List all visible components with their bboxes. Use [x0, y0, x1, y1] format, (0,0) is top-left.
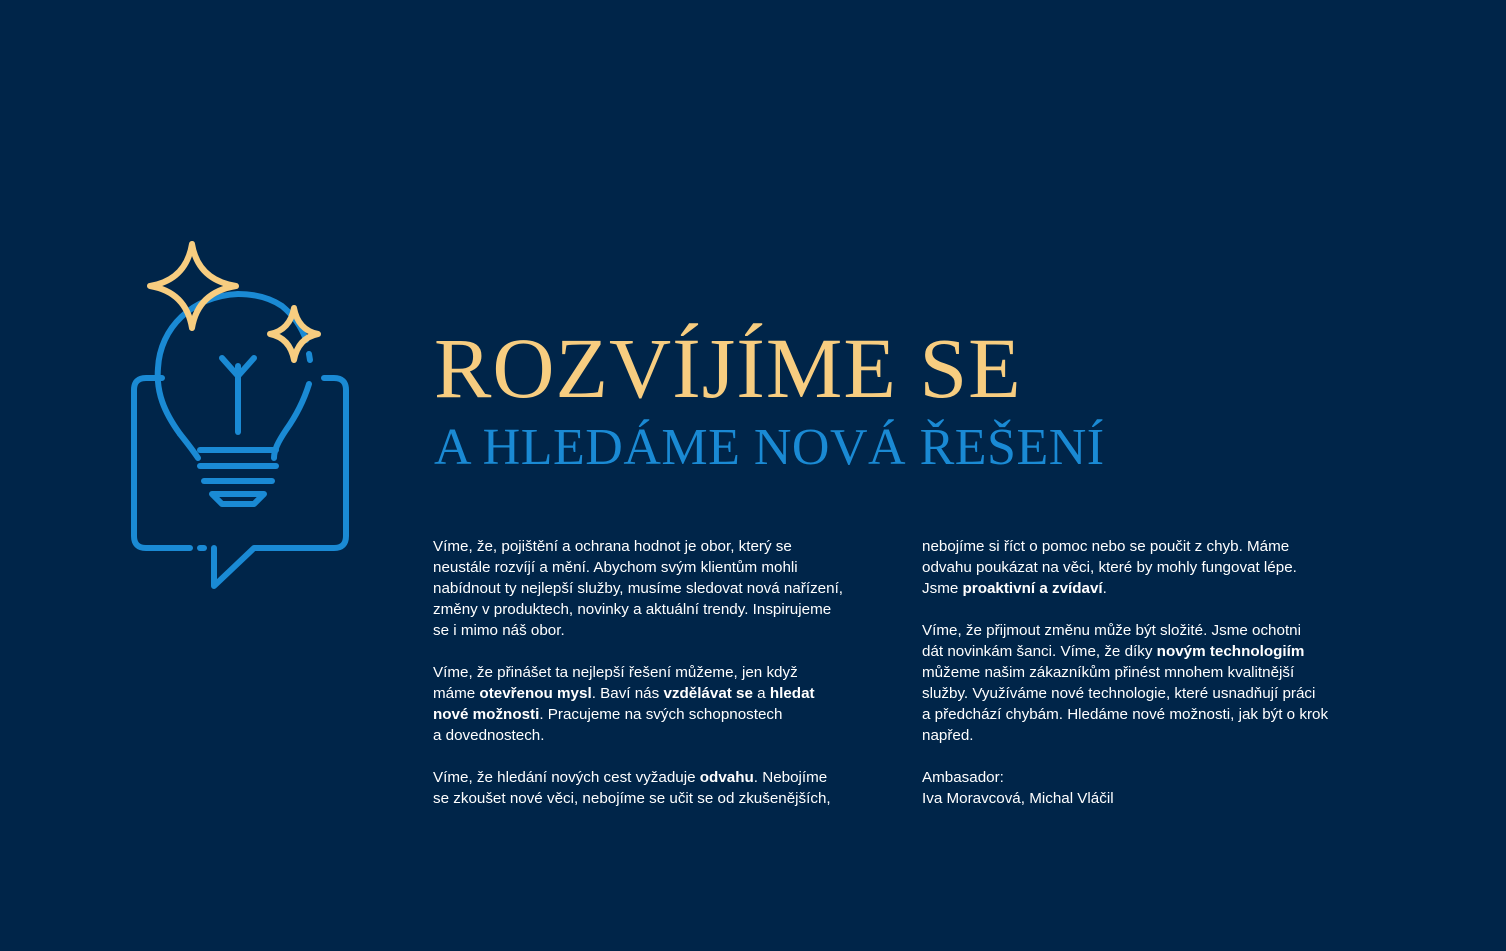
lightbulb-illustration: [128, 236, 354, 592]
paragraph-changing-industry: [433, 536, 873, 641]
text-line: změny v produktech, novinky a aktuální trendy. Inspirujeme: [433, 601, 832, 618]
text-line: Víme, že, pojištění a ochrana hodnot je obor, který se: [433, 538, 792, 555]
text-fragment: Jsme: [922, 580, 963, 597]
ambassador-names: Iva Moravcová, Michal Vláčil: [922, 790, 1114, 807]
bold-text: hledat: [769, 685, 815, 702]
text-fragment: .: [1102, 580, 1107, 597]
text-line: služby. Využíváme nové technologie, které usnadňují práci: [922, 685, 1316, 702]
bold-text: novým technologiím: [1156, 643, 1305, 660]
bold-text: nové možnosti: [433, 706, 540, 723]
text-line: odvahu poukázat na věci, které by mohly fungovat lépe.: [922, 559, 1297, 576]
text-fragment: . Pracujeme na svých schopnostech: [539, 706, 783, 723]
text-line: a dovednostech.: [433, 727, 545, 744]
text-fragment: Víme, že hledání nových cest vyžaduje: [433, 769, 700, 786]
text-line: Víme, že přinášet ta nejlepší řešení můžeme, jen když: [433, 664, 798, 681]
lightbulb-in-speech-bubble-icon: [128, 236, 354, 592]
text-line: se i mimo náš obor.: [433, 622, 565, 639]
text-line: můžeme našim zákazníkům přinést mnohem kvalitnější: [922, 664, 1295, 681]
bold-text: otevřenou mysl: [479, 685, 592, 702]
paragraph-open-mind: [433, 662, 873, 746]
text-fragment: máme: [433, 685, 480, 702]
paragraph-courage: [433, 767, 873, 809]
right-text-column: [922, 536, 1362, 809]
bold-text: vzdělávat se: [663, 685, 753, 702]
text-line: nebojíme si říct o pomoc nebo se poučit z chyb. Máme: [922, 538, 1290, 555]
ambassador-label: Ambasador:: [922, 769, 1004, 786]
text-line: nabídnout ty nejlepší služby, musíme sledovat nová nařízení,: [433, 580, 844, 597]
text-fragment: a: [752, 685, 770, 702]
paragraph-technology: [922, 620, 1362, 746]
text-fragment: . Nebojíme: [753, 769, 828, 786]
ambassador-block: [922, 767, 1362, 809]
heading-line-main: ROZVÍJÍME SE: [434, 320, 1022, 416]
text-line: a předchází chybám. Hledáme nové možnosti, jak být o krok: [922, 706, 1329, 723]
text-line: napřed.: [922, 727, 974, 744]
bold-text: odvahu: [699, 769, 754, 786]
left-text-column: [433, 536, 873, 809]
bold-text: proaktivní a zvídaví: [962, 580, 1103, 597]
sparkle-star-icon: [150, 244, 318, 360]
text-fragment: . Baví nás: [591, 685, 664, 702]
page-heading: [434, 318, 1105, 478]
text-line: se zkoušet nové věci, nebojíme se učit se od zkušenějších,: [433, 790, 831, 807]
text-fragment: dát novinkám šanci. Víme, že díky: [922, 643, 1157, 660]
text-line: Víme, že přijmout změnu může být složité. Jsme ochotni: [922, 622, 1301, 639]
paragraph-courage-continued: [922, 536, 1362, 599]
text-line: neustále rozvíjí a mění. Abychom svým klientům mohli: [433, 559, 798, 576]
heading-line-sub: A HLEDÁME NOVÁ ŘEŠENÍ: [434, 419, 1105, 476]
